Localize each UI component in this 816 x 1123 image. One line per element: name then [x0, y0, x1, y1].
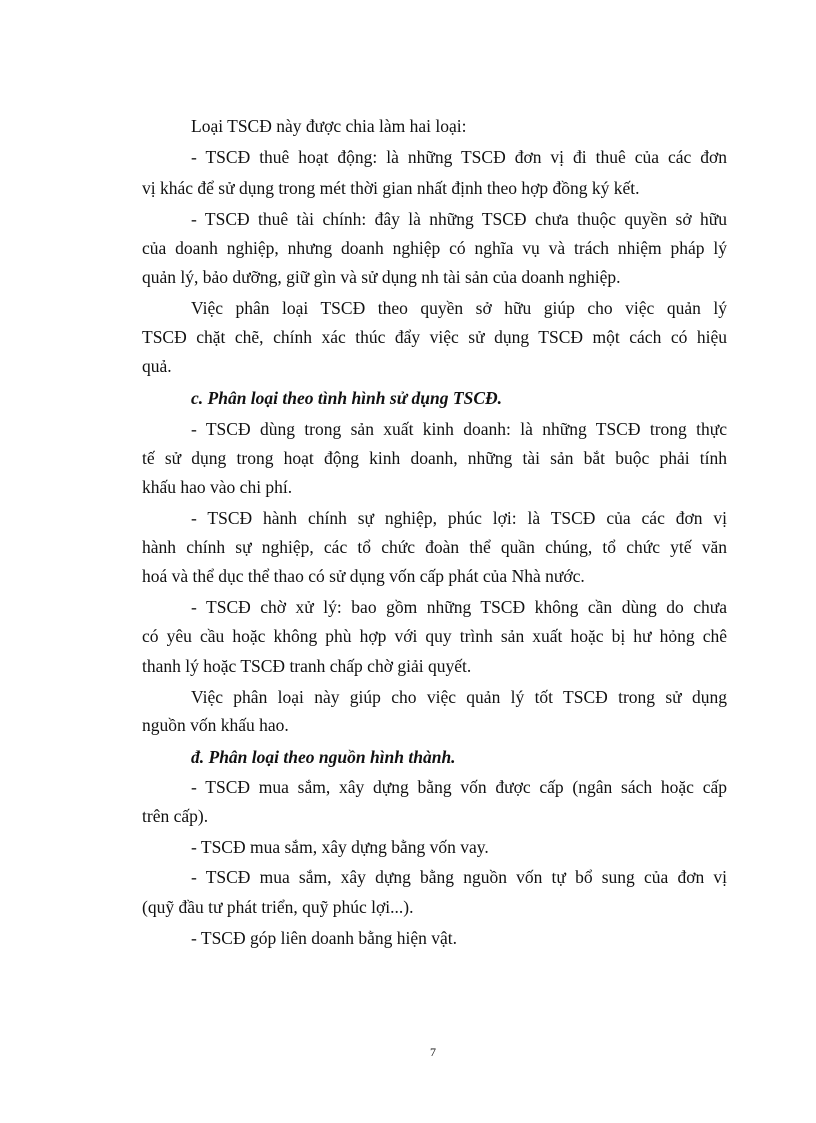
- paragraph-line: Việc phân loại này giúp cho việc quản lý tốt TSCĐ trong sử dụng: [191, 687, 727, 707]
- paragraph-line: - TSCĐ thuê hoạt động: là những TSCĐ đơn vị đi thuê của các đơn: [191, 147, 727, 167]
- paragraph-line: - TSCĐ mua sắm, xây dựng bằng vốn vay.: [191, 837, 489, 857]
- page-number: 7: [430, 1045, 436, 1059]
- paragraph-line: vị khác để sử dụng trong mét thời gian nhất định theo hợp đồng ký kết.: [142, 178, 640, 198]
- paragraph-line: thanh lý hoặc TSCĐ tranh chấp chờ giải quyết.: [142, 656, 472, 676]
- paragraph-line: - TSCĐ góp liên doanh bằng hiện vật.: [191, 928, 458, 948]
- paragraph-line: (quỹ đầu tư phát triển, quỹ phúc lợi...).: [142, 897, 414, 917]
- section-heading: c. Phân loại theo tình hình sử dụng TSCĐ.: [191, 388, 503, 408]
- paragraph-line: trên cấp).: [142, 806, 209, 826]
- paragraph-line: TSCĐ chặt chẽ, chính xác thúc đẩy việc sử dụng TSCĐ một cách có hiệu: [142, 327, 727, 347]
- paragraph-line: quả.: [142, 356, 172, 376]
- paragraph-line: hành chính sự nghiệp, các tổ chức đoàn thể quần chúng, tổ chức ytế văn: [142, 537, 727, 557]
- paragraph-line: Loại TSCĐ này được chia làm hai loại:: [191, 116, 467, 136]
- paragraph-line: quản lý, bảo dưỡng, giữ gìn và sử dụng nh tài sản của doanh nghiệp.: [142, 267, 621, 287]
- paragraph-line: - TSCĐ mua sắm, xây dựng bằng vốn được cấp (ngân sách hoặc cấp: [191, 777, 727, 797]
- paragraph-line: hoá và thể dục thể thao có sử dụng vốn cấp phát của Nhà nước.: [142, 566, 585, 586]
- paragraph-line: - TSCĐ mua sắm, xây dựng bằng nguồn vốn tự bổ sung của đơn vị: [191, 867, 727, 887]
- paragraph-line: khấu hao vào chi phí.: [142, 477, 293, 497]
- paragraph-line: Việc phân loại TSCĐ theo quyền sở hữu giúp cho việc quản lý: [191, 298, 727, 318]
- paragraph-line: - TSCĐ chờ xử lý: bao gồm những TSCĐ không cần dùng do chưa: [191, 597, 727, 617]
- paragraph-line: - TSCĐ hành chính sự nghiệp, phúc lợi: là TSCĐ của các đơn vị: [191, 508, 727, 528]
- paragraph-line: có yêu cầu hoặc không phù hợp với quy trình sản xuất hoặc bị hư hỏng chê: [142, 626, 727, 646]
- paragraph-line: của doanh nghiệp, nhưng doanh nghiệp có nghĩa vụ và trách nhiệm pháp lý: [142, 238, 727, 258]
- paragraph-line: - TSCĐ thuê tài chính: đây là những TSCĐ chưa thuộc quyền sở hữu: [191, 209, 727, 229]
- section-heading: đ. Phân loại theo nguồn hình thành.: [191, 747, 456, 767]
- paragraph-line: - TSCĐ dùng trong sản xuất kinh doanh: là những TSCĐ trong thực: [191, 419, 727, 439]
- paragraph-line: nguồn vốn khấu hao.: [142, 715, 289, 735]
- paragraph-line: tế sử dụng trong hoạt động kinh doanh, những tài sản bắt buộc phải tính: [142, 448, 727, 468]
